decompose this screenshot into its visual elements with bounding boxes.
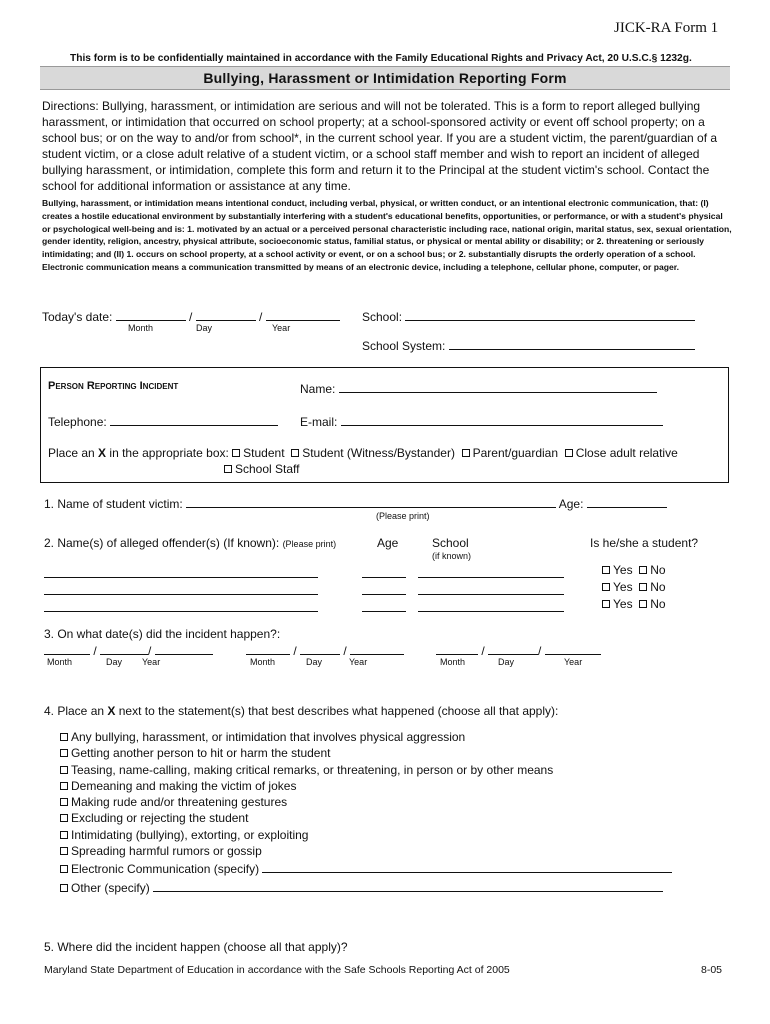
date-year-caption: Year xyxy=(272,323,291,333)
date-day-field[interactable] xyxy=(196,307,256,321)
incident-date-3: / / xyxy=(436,641,601,658)
q4-option-label: Teasing, name-calling, making critical remarks, or threatening, in person or by other means xyxy=(71,762,554,777)
footer-right: 8-05 xyxy=(701,964,723,976)
place-x-suffix: in the appropriate box: xyxy=(109,446,229,460)
q4-prefix: 4. Place an xyxy=(44,704,105,718)
incident-2-month-caption: Month xyxy=(250,657,276,667)
role-relative-checkbox[interactable] xyxy=(565,449,573,457)
reporter-name-label: Name: xyxy=(300,382,336,396)
school-row xyxy=(362,307,695,324)
q4-checkbox-rumors[interactable] xyxy=(60,847,68,855)
reporter-email-field[interactable] xyxy=(341,412,663,426)
reporter-email-label: E-mail: xyxy=(300,415,338,429)
q4-option-label: Other (specify) xyxy=(71,880,150,895)
directions-text: Directions: Bullying, harassment, or intimidation are serious and will not be tolerated. This is a form to report alleged bullying harassment, or intimidation that occurred on school property; at a school-sponsored activity or event off school property; on a school bus; or on the way to and/or from school*, in the current school year. If you are a student victim, the parent/guardian of a student victim, or a close adult relative of a student victim, or a school staff member and wish to report an incident of alleged bullying harassment, or intimidation, complete this form and return it to the Principal at the student victim's school. Contact the school for additional information or assistance at any time. xyxy=(42,99,718,193)
role-staff-row xyxy=(224,462,300,476)
q4-checkbox-electronic[interactable] xyxy=(60,865,68,873)
q2-if-known: (if known) xyxy=(432,551,472,561)
incident-2-month-field[interactable] xyxy=(246,641,290,655)
q1-row xyxy=(44,494,667,511)
victim-age-field[interactable] xyxy=(587,494,667,508)
q4-checkbox-hit[interactable] xyxy=(60,749,68,757)
q4-checkbox-excluding[interactable] xyxy=(60,814,68,822)
q4-option xyxy=(60,729,672,745)
q4-option xyxy=(60,778,672,794)
q2-age-header: Age xyxy=(377,536,399,550)
incident-date-1: / / xyxy=(44,641,213,658)
q4-checkbox-gestures[interactable] xyxy=(60,798,68,806)
place-x-prefix: Place an xyxy=(48,446,95,460)
q4-checkbox-demeaning[interactable] xyxy=(60,782,68,790)
incident-date-2: / / xyxy=(246,641,404,658)
q4-option-label: Intimidating (bullying), extorting, or exploiting xyxy=(71,827,309,842)
yes-label-1: Yes xyxy=(613,563,633,577)
yes-checkbox-1[interactable] xyxy=(602,566,610,574)
school-field[interactable] xyxy=(405,307,695,321)
incident-2-year-field[interactable] xyxy=(350,641,404,655)
incident-1-day-caption: Day xyxy=(106,657,123,667)
yes-checkbox-2[interactable] xyxy=(602,583,610,591)
incident-1-year-caption: Year xyxy=(142,657,161,667)
role-relative-label: Close adult relative xyxy=(575,446,678,460)
role-witness-checkbox[interactable] xyxy=(291,449,299,457)
incident-3-month-field[interactable] xyxy=(436,641,478,655)
reporter-email-row xyxy=(300,412,663,429)
school-system-row xyxy=(362,336,695,353)
footer-left: Maryland State Department of Education in accordance with the Safe Schools Reporting Act of 2005 xyxy=(44,964,510,976)
q2-label-row xyxy=(44,536,336,550)
q4-option-label: Spreading harmful rumors or gossip xyxy=(71,844,262,859)
offender-student-row-2 xyxy=(602,580,666,594)
incident-2-year-caption: Year xyxy=(349,657,368,667)
school-system-label: School System: xyxy=(362,339,446,353)
role-parent-checkbox[interactable] xyxy=(462,449,470,457)
offender-name-field-3[interactable] xyxy=(44,598,318,617)
todays-date-row: Today's date: / / xyxy=(42,307,340,324)
no-label-2: No xyxy=(650,580,666,594)
q2-is-student-header: Is he/she a student? xyxy=(590,536,699,550)
form-title-bar xyxy=(40,66,730,90)
no-label-3: No xyxy=(650,597,666,611)
q4-checkbox-physical[interactable] xyxy=(60,733,68,741)
q4-option xyxy=(60,745,672,761)
q4-option xyxy=(60,762,672,778)
reporter-name-field[interactable] xyxy=(339,379,657,393)
date-day-caption: Day xyxy=(196,323,213,333)
incident-3-year-field[interactable] xyxy=(545,641,601,655)
q4-options-list xyxy=(60,729,672,896)
yes-label-3: Yes xyxy=(613,597,633,611)
role-student-label: Student xyxy=(243,446,285,460)
place-x-mark: X xyxy=(98,446,107,460)
no-label-1: No xyxy=(650,563,666,577)
q2-school-header: School xyxy=(432,536,469,550)
yes-checkbox-3[interactable] xyxy=(602,600,610,608)
date-month-caption: Month xyxy=(128,323,154,333)
q1-age-label: Age: xyxy=(558,497,584,511)
date-month-field[interactable] xyxy=(116,307,186,321)
q4-suffix: next to the statement(s) that best describes what happened (choose all that apply): xyxy=(118,704,559,718)
offender-student-row-3 xyxy=(602,597,666,611)
q4-checkbox-other[interactable] xyxy=(60,884,68,892)
incident-1-month-field[interactable] xyxy=(44,641,90,655)
role-witness-label: Student (Witness/Bystander) xyxy=(302,446,455,460)
q1-please-print: (Please print) xyxy=(376,511,430,521)
form-title: Bullying, Harassment or Intimidation Reporting Form xyxy=(203,70,567,86)
incident-3-day-caption: Day xyxy=(498,657,515,667)
reporter-heading: Person Reporting Incident xyxy=(48,380,179,392)
q3-label: 3. On what date(s) did the incident happen?: xyxy=(44,627,281,641)
q4-checkbox-intimidating[interactable] xyxy=(60,831,68,839)
q4-option-label: Excluding or rejecting the student xyxy=(71,811,249,826)
offender-student-row-1 xyxy=(602,563,666,577)
no-checkbox-3[interactable] xyxy=(639,600,647,608)
q4-option xyxy=(60,859,672,877)
school-label: School: xyxy=(362,310,403,324)
incident-1-year-field[interactable] xyxy=(155,641,213,655)
incident-2-day-caption: Day xyxy=(306,657,323,667)
q4-label-row xyxy=(44,704,558,718)
role-staff-checkbox[interactable] xyxy=(224,465,232,473)
reporter-name-row xyxy=(300,379,657,396)
q4-option xyxy=(60,827,672,843)
reporter-telephone-field[interactable] xyxy=(110,412,278,426)
incident-3-year-caption: Year xyxy=(564,657,583,667)
no-checkbox-1[interactable] xyxy=(639,566,647,574)
role-staff-label: School Staff xyxy=(235,462,300,476)
q5-label: 5. Where did the incident happen (choose all that apply)? xyxy=(44,940,348,954)
victim-name-field[interactable] xyxy=(186,494,556,508)
incident-2-day-field[interactable] xyxy=(300,641,340,655)
form-id: JICK-RA Form 1 xyxy=(614,20,719,36)
incident-1-day-field[interactable] xyxy=(100,641,148,655)
q4-option-label: Making rude and/or threatening gestures xyxy=(71,795,288,810)
no-checkbox-2[interactable] xyxy=(639,583,647,591)
date-year-field[interactable] xyxy=(266,307,340,321)
q4-option xyxy=(60,794,672,810)
offender-school-field-3[interactable] xyxy=(418,598,564,617)
incident-3-day-field[interactable] xyxy=(488,641,538,655)
reporter-role-row xyxy=(48,446,678,460)
other-specify-field[interactable] xyxy=(153,878,663,892)
incident-3-month-caption: Month xyxy=(440,657,466,667)
role-parent-label: Parent/guardian xyxy=(472,446,559,460)
q2-label: 2. Name(s) of alleged offender(s) (If known): xyxy=(44,536,280,550)
confidentiality-notice: This form is to be confidentially maintained in accordance with the Family Educational Rights and Privacy Act, 20 U.S.C.§ 1232g. xyxy=(70,53,692,64)
reporter-telephone-label: Telephone: xyxy=(48,415,107,429)
q4-checkbox-teasing[interactable] xyxy=(60,766,68,774)
q4-mark: X xyxy=(107,704,116,718)
electronic-specify-field[interactable] xyxy=(262,859,672,873)
school-system-field[interactable] xyxy=(449,336,695,350)
q4-option xyxy=(60,843,672,859)
q4-option-label: Electronic Communication (specify) xyxy=(71,862,260,877)
q2-please-print: (Please print) xyxy=(282,539,337,549)
yes-label-2: Yes xyxy=(613,580,633,594)
reporter-telephone-row xyxy=(48,412,278,429)
offender-age-field-3[interactable] xyxy=(362,598,406,617)
q4-option-label: Any bullying, harassment, or intimidation that involves physical aggression xyxy=(71,730,466,744)
incident-1-month-caption: Month xyxy=(47,657,73,667)
role-student-checkbox[interactable] xyxy=(232,449,240,457)
q4-option-label: Getting another person to hit or harm the student xyxy=(71,746,331,761)
q4-option-label: Demeaning and making the victim of jokes xyxy=(71,778,297,793)
q4-option xyxy=(60,810,672,826)
q4-option xyxy=(60,878,672,896)
todays-date-label: Today's date: xyxy=(42,310,113,324)
definition-text: Bullying, harassment, or intimidation means intentional conduct, including verbal, physical, or written conduct, or an intentional electronic communication, that: (I) creates a hostile educational environment by substantially interfering with a student's educational benefits, opportunities, or performance, or with a student's physical or psychological well-being and is: 1. motivated by an actual or a perceived personal characteristic including race, national origin, marital status, sex, sexual orientation, gender identity, religion, ancestry, physical attribute, socioeconomic status, familial status, or physical or mental ability or disability; or 2. threatening or seriously intimidating; and (II) 1. occurs on school property, at a school activity or event, or on a school bus; or 2. substantially disrupts the orderly operation of a school. Electronic communication means a communication transmitted by means of an electronic device, including a telephone, cellular phone, computer, or pager. xyxy=(42,198,732,272)
q1-label: 1. Name of student victim: xyxy=(44,497,183,511)
